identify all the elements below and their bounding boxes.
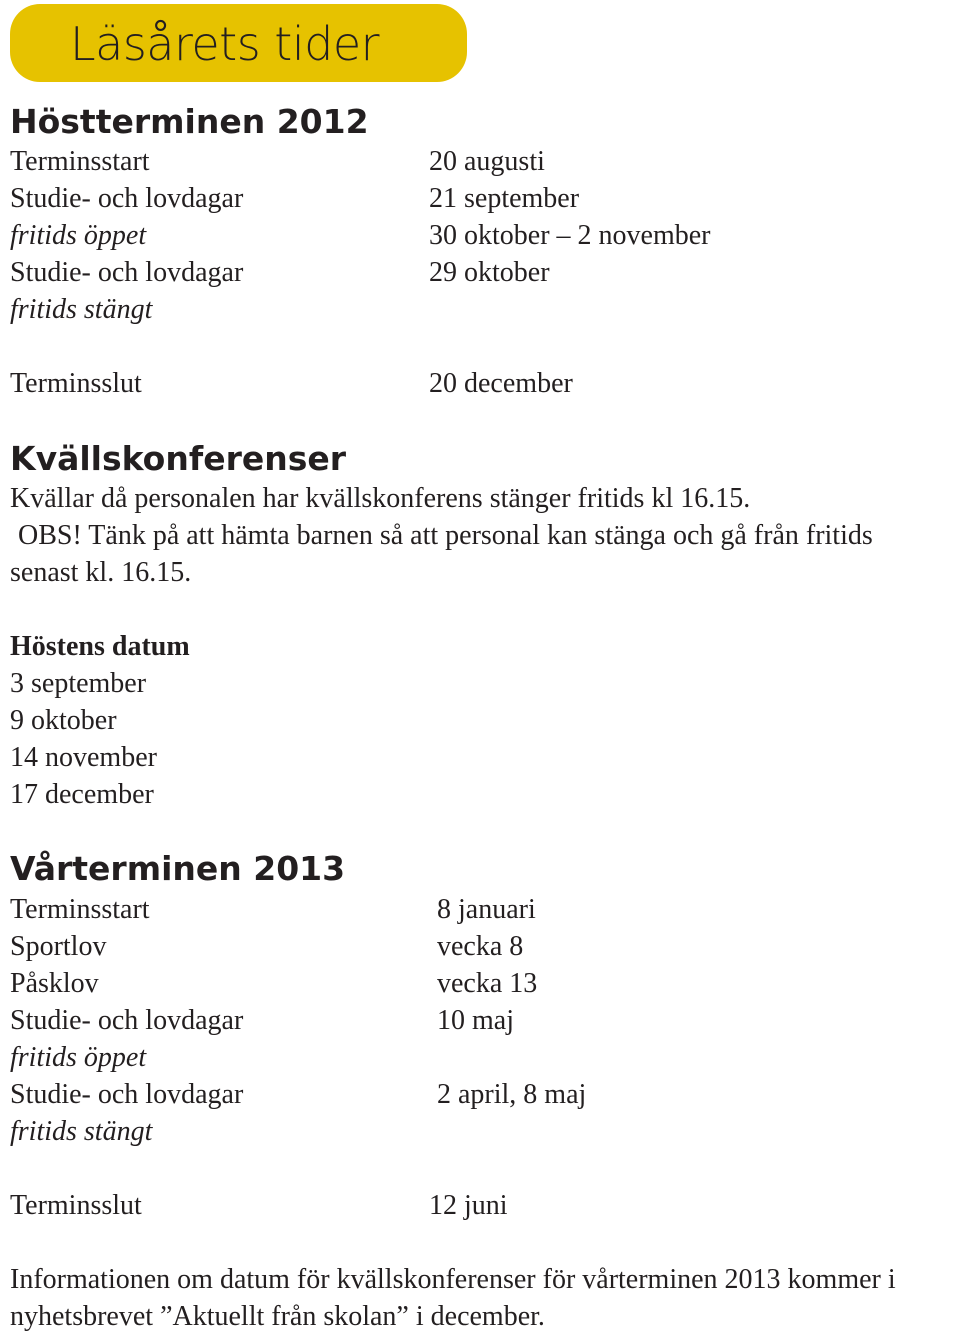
spring-row-label: Påsklov	[10, 968, 99, 999]
conferences-text: senast kl. 16.15.	[10, 557, 192, 588]
autumn-dates-heading: Höstens datum	[10, 631, 190, 662]
conference-date: 14 november	[10, 742, 157, 773]
autumn-row-value: 29 oktober	[429, 257, 550, 288]
conferences-text: Kvällar då personalen har kvällskonferens stänger fritids kl 16.15.	[10, 483, 751, 514]
spring-row-label: fritids stängt	[10, 1116, 153, 1147]
spring-row-value: 12 juni	[429, 1190, 508, 1221]
conference-date: 3 september	[10, 668, 147, 699]
autumn-row-value: 21 september	[429, 183, 580, 214]
autumn-row-value: 30 oktober – 2 november	[429, 220, 711, 251]
spring-heading: Vårterminen 2013	[10, 849, 346, 888]
autumn-heading: Höstterminen 2012	[10, 102, 369, 141]
autumn-row-label: Terminsslut	[10, 368, 142, 399]
spring-row-value: 8 januari	[437, 894, 536, 925]
autumn-row-value: 20 december	[429, 368, 573, 399]
spring-row-label: Terminsstart	[10, 894, 150, 925]
conferences-text: OBS! Tänk på att hämta barnen så att personal kan stänga och gå från fritids	[18, 520, 873, 551]
spring-row-label: Studie- och lovdagar	[10, 1005, 244, 1036]
footer-note: Informationen om datum för kvällskonferenser för vårterminen 2013 kommer i	[10, 1264, 896, 1295]
spring-row-value: 10 maj	[437, 1005, 514, 1036]
spring-row-label: Sportlov	[10, 931, 107, 962]
autumn-row-label: Studie- och lovdagar	[10, 183, 244, 214]
autumn-row-label: fritids stängt	[10, 294, 153, 325]
spring-row-label: Studie- och lovdagar	[10, 1079, 244, 1110]
spring-row-label: Terminsslut	[10, 1190, 142, 1221]
conference-date: 9 oktober	[10, 705, 117, 736]
spring-row-value: vecka 8	[437, 931, 524, 962]
footer-note: nyhetsbrevet ”Aktuellt från skolan” i december.	[10, 1301, 545, 1332]
page-title: Läsårets tider	[70, 17, 380, 71]
title-banner	[10, 4, 467, 82]
spring-row-value: vecka 13	[437, 968, 538, 999]
spring-row-value: 2 april, 8 maj	[437, 1079, 587, 1110]
autumn-row-value: 20 augusti	[429, 146, 545, 177]
spring-row-label: fritids öppet	[10, 1042, 147, 1073]
autumn-row-label: Studie- och lovdagar	[10, 257, 244, 288]
autumn-row-label: Terminsstart	[10, 146, 150, 177]
conferences-heading: Kvällskonferenser	[10, 439, 347, 478]
conference-date: 17 december	[10, 779, 154, 810]
autumn-row-label: fritids öppet	[10, 220, 147, 251]
